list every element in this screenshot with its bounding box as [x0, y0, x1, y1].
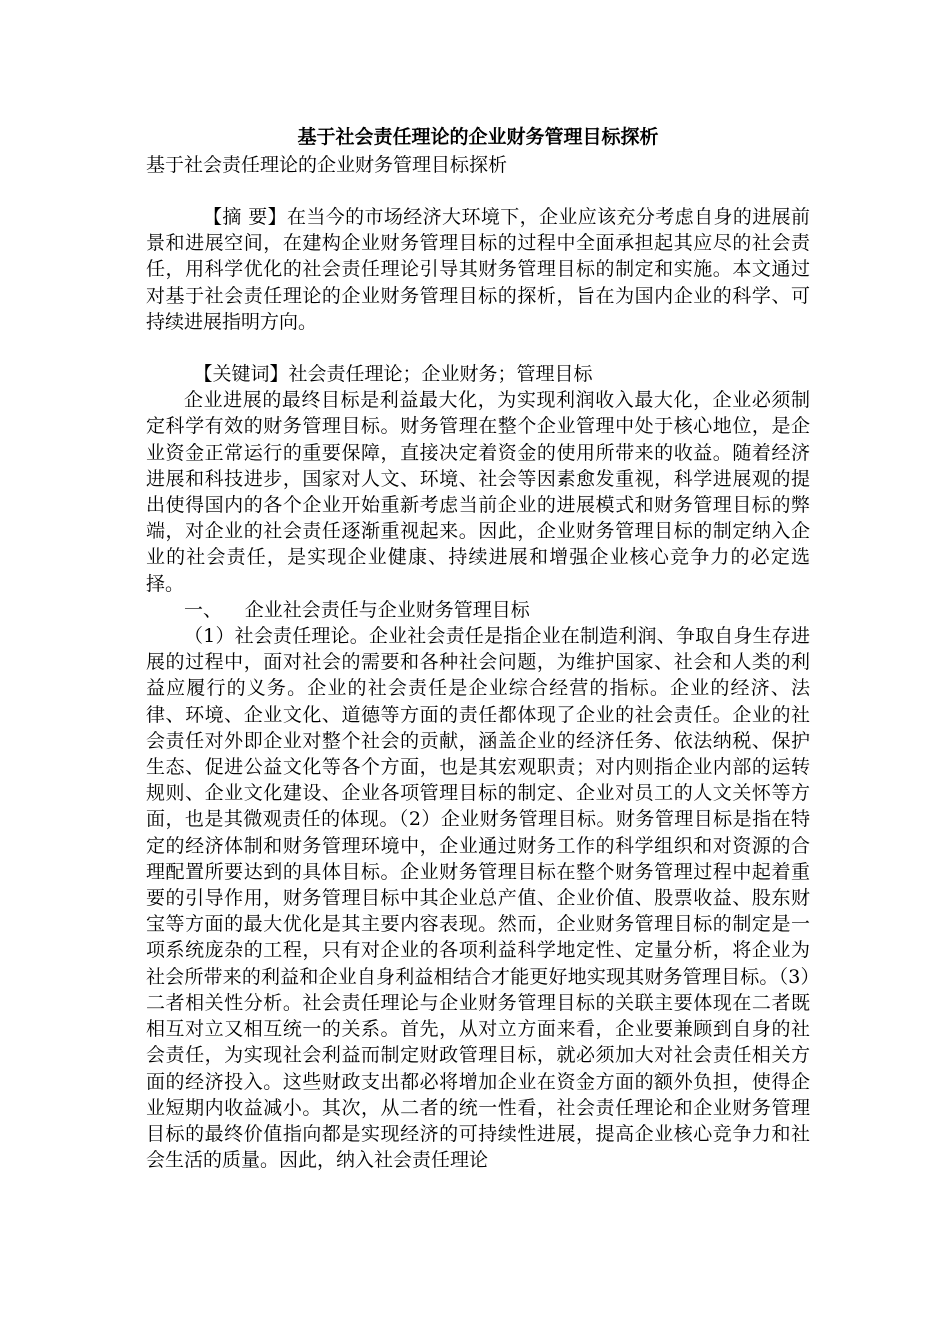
keywords-line: 【关键词】社会责任理论；企业财务；管理目标 [193, 363, 593, 386]
document-page [146, 122, 810, 1173]
section-number: 一、 [184, 598, 223, 621]
document-title: 基于社会责任理论的企业财务管理目标探析 [297, 126, 659, 148]
abstract-paragraph: 【摘 要】在当今的市场经济大环境下，企业应该充分考虑自身的进展前景和进展空间，在建构企业财务管理目标的过程中全面承担起其应尽的社会责任，用科学优化的社会责任理论引导其财务管理目标的制定和实施。本文通过对基于社会责任理论的企业财务管理目标的探析，旨在为国内企业的科学、可持续进展指明方向。 [146, 206, 810, 333]
document-subtitle: 基于社会责任理论的企业财务管理目标探析 [146, 154, 508, 176]
section-heading [146, 597, 810, 623]
section-body-paragraph: （1）社会责任理论。企业社会责任是指企业在制造利润、争取自身生存进展的过程中，面对社会的需要和各种社会问题，为维护国家、社会和人类的利益应履行的义务。企业的社会责任是企业综合经营的指标。企业的经济、法律、环境、企业文化、道德等方面的责任都体现了企业的社会责任。企业的社会责任对外即企业对整个社会的贡献，涵盖企业的经济任务、依法纳税、保护生态、促进公益文化等各个方面，也是其宏观职责；对内则指企业内部的运转规则、企业文化建设、企业各项管理目标的制定、企业对员工的人文关怀等方面，也是其微观责任的体现。（2）企业财务管理目标。财务管理目标是指在特定的经济体制和财务管理环境中，企业通过财务工作的科学组织和对资源的合理配置所要达到的具体目标。企业财务管理目标在整个财务管理过程中起着重要的引导作用，财务管理目标中其企业总产值、企业价值、股票收益、股东财宝等方面的最大优化是其主要内容表现。然而，企业财务管理目标的制定是一项系统庞杂的工程，只有对企业的各项利益科学地定性、定量分析，将企业为社会所带来的利益和企业自身利益相结合才能更好地实现其财务管理目标。（3）二者相关性分析。社会责任理论与企业财务管理目标的关联主要体现在二者既相互对立又相互统一的关系。首先，从对立方面来看，企业要兼顾到自身的社会责任，为实现社会利益而制定财政管理目标，就必须加大对社会责任相关方面的经济投入。这些财政支出都必将增加企业在资金方面的额外负担，使得企业短期内收益减小。其次，从二者的统一性看，社会责任理论和企业财务管理目标的最终价值指向都是实现经济的可持续性进展，提高企业核心竞争力和社会生活的质量。因此，纳入社会责任理论 [146, 625, 810, 1172]
intro-paragraph: 企业进展的最终目标是利益最大化，为实现利润收入最大化，企业必须制定科学有效的财务管理目标。财务管理在整个企业管理中处于核心地位，是企业资金正常运行的重要保障，直接决定着资金的使用所带来的收益。随着经济进展和科技进步，国家对人文、环境、社会等因素愈发重视，科学进展观的提出使得国内的各个企业开始重新考虑当前企业的进展模式和财务管理目标的弊端，对企业的社会责任逐渐重视起来。因此，企业财务管理目标的制定纳入企业的社会责任，是实现企业健康、持续进展和增强企业核心竞争力的必定选择。 [146, 389, 810, 595]
section-title: 企业社会责任与企业财务管理目标 [244, 598, 530, 621]
